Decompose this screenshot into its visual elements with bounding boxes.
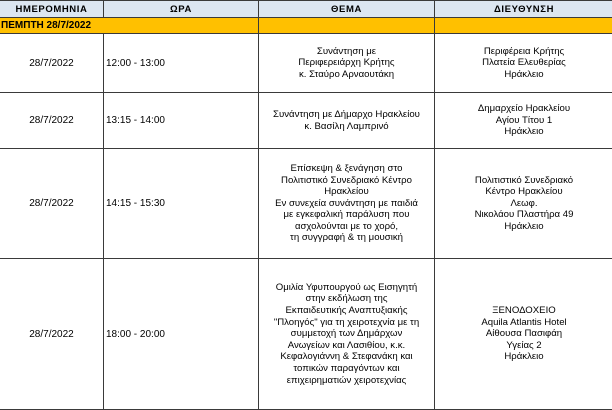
topic-line: Περιφερειάρχη Κρήτης <box>259 57 434 69</box>
address-line: Ηράκλειο <box>435 351 612 363</box>
address-line: Πολιτιστικό Συνεδριακό <box>435 175 612 187</box>
topic-line: Εν συνεχεία συνάντηση με παιδιά <box>259 198 434 210</box>
header-time: ΩΡΑ <box>104 1 259 18</box>
address-line: Αίθουσα Πασιφάη <box>435 328 612 340</box>
address-line: Ηράκλειο <box>435 221 612 233</box>
day-row <box>0 18 612 34</box>
address-line: Περιφέρεια Κρήτης <box>435 46 612 58</box>
topic-line: Κεφαλογιάννη & Στεφανάκη και <box>259 351 434 363</box>
address-line: Δημαρχείο Ηρακλείου <box>435 103 612 115</box>
topic-cell <box>259 34 435 93</box>
topic-cell <box>259 149 435 259</box>
topic-line: κ. Βασίλη Λαμπρινό <box>259 121 434 133</box>
topic-cell <box>259 259 435 410</box>
address-line: Λεωφ. <box>435 198 612 210</box>
topic-line: συμμετοχή των Δημάρχων <box>259 328 434 340</box>
header-topic: ΘΕΜΑ <box>259 1 435 18</box>
day-empty-cell <box>259 18 435 34</box>
address-line: Ηράκλειο <box>435 69 612 81</box>
topic-line: Συνάντηση με Δήμαρχο Ηρακλείου <box>259 109 434 121</box>
topic-line: Ηρακλείου <box>259 186 434 198</box>
header-address: ΔΙΕΥΘΥΝΣΗ <box>435 1 612 18</box>
topic-cell <box>259 93 435 149</box>
address-cell <box>435 259 612 410</box>
header-date: ΗΜΕΡΟΜΗΝΙΑ <box>0 1 104 18</box>
day-label: ΠΕΜΠΤΗ 28/7/2022 <box>0 18 259 34</box>
address-cell <box>435 34 612 93</box>
topic-line: κ. Σταύρο Αρναουτάκη <box>259 69 434 81</box>
time-cell: 13:15 - 14:00 <box>104 93 259 149</box>
address-line: Aquila Atlantis Hotel <box>435 317 612 329</box>
topic-line: Πολιτιστικό Συνεδριακό Κέντρο <box>259 175 434 187</box>
day-empty-cell <box>435 18 612 34</box>
header-row <box>0 1 612 18</box>
topic-line: Επίσκεψη & ξενάγηση στο <box>259 163 434 175</box>
address-line: ΞΕΝΟΔΟΧΕΙΟ <box>435 305 612 317</box>
date-cell: 28/7/2022 <box>0 259 104 410</box>
topic-line: Ομιλία Υφυπουργού ως Εισηγητή <box>259 282 434 294</box>
table-row <box>0 34 612 93</box>
table-row <box>0 93 612 149</box>
topic-line: Ανωγείων και Λασιθίου, κ.κ. <box>259 340 434 352</box>
topic-line: Συνάντηση με <box>259 46 434 58</box>
table-row <box>0 259 612 410</box>
topic-line: τη συγγραφή & τη μουσική <box>259 232 434 244</box>
address-line: Αγίου Τίτου 1 <box>435 115 612 127</box>
topic-line: στην εκδήλωση της <box>259 293 434 305</box>
topic-line: Εκπαιδευτικής Αναπτυξιακής <box>259 305 434 317</box>
table-row <box>0 149 612 259</box>
date-cell: 28/7/2022 <box>0 34 104 93</box>
topic-line: ασχολούνται με το χορό, <box>259 221 434 233</box>
address-line: Υγείας 2 <box>435 340 612 352</box>
topic-line: τοπικών παραγόντων και <box>259 363 434 375</box>
time-cell: 18:00 - 20:00 <box>104 259 259 410</box>
address-line: Νικολάου Πλαστήρα 49 <box>435 209 612 221</box>
date-cell: 28/7/2022 <box>0 93 104 149</box>
time-cell: 12:00 - 13:00 <box>104 34 259 93</box>
address-line: Πλατεία Ελευθερίας <box>435 57 612 69</box>
address-cell <box>435 149 612 259</box>
address-line: Κέντρο Ηρακλείου <box>435 186 612 198</box>
address-line: Ηράκλειο <box>435 126 612 138</box>
topic-line: "Πλοηγός" για τη χειροτεχνία με τη <box>259 317 434 329</box>
time-cell: 14:15 - 15:30 <box>104 149 259 259</box>
date-cell: 28/7/2022 <box>0 149 104 259</box>
topic-line: με εγκεφαλική παράλυση που <box>259 209 434 221</box>
address-cell <box>435 93 612 149</box>
topic-line: επιχειρηματιών χειροτεχνίας <box>259 375 434 387</box>
